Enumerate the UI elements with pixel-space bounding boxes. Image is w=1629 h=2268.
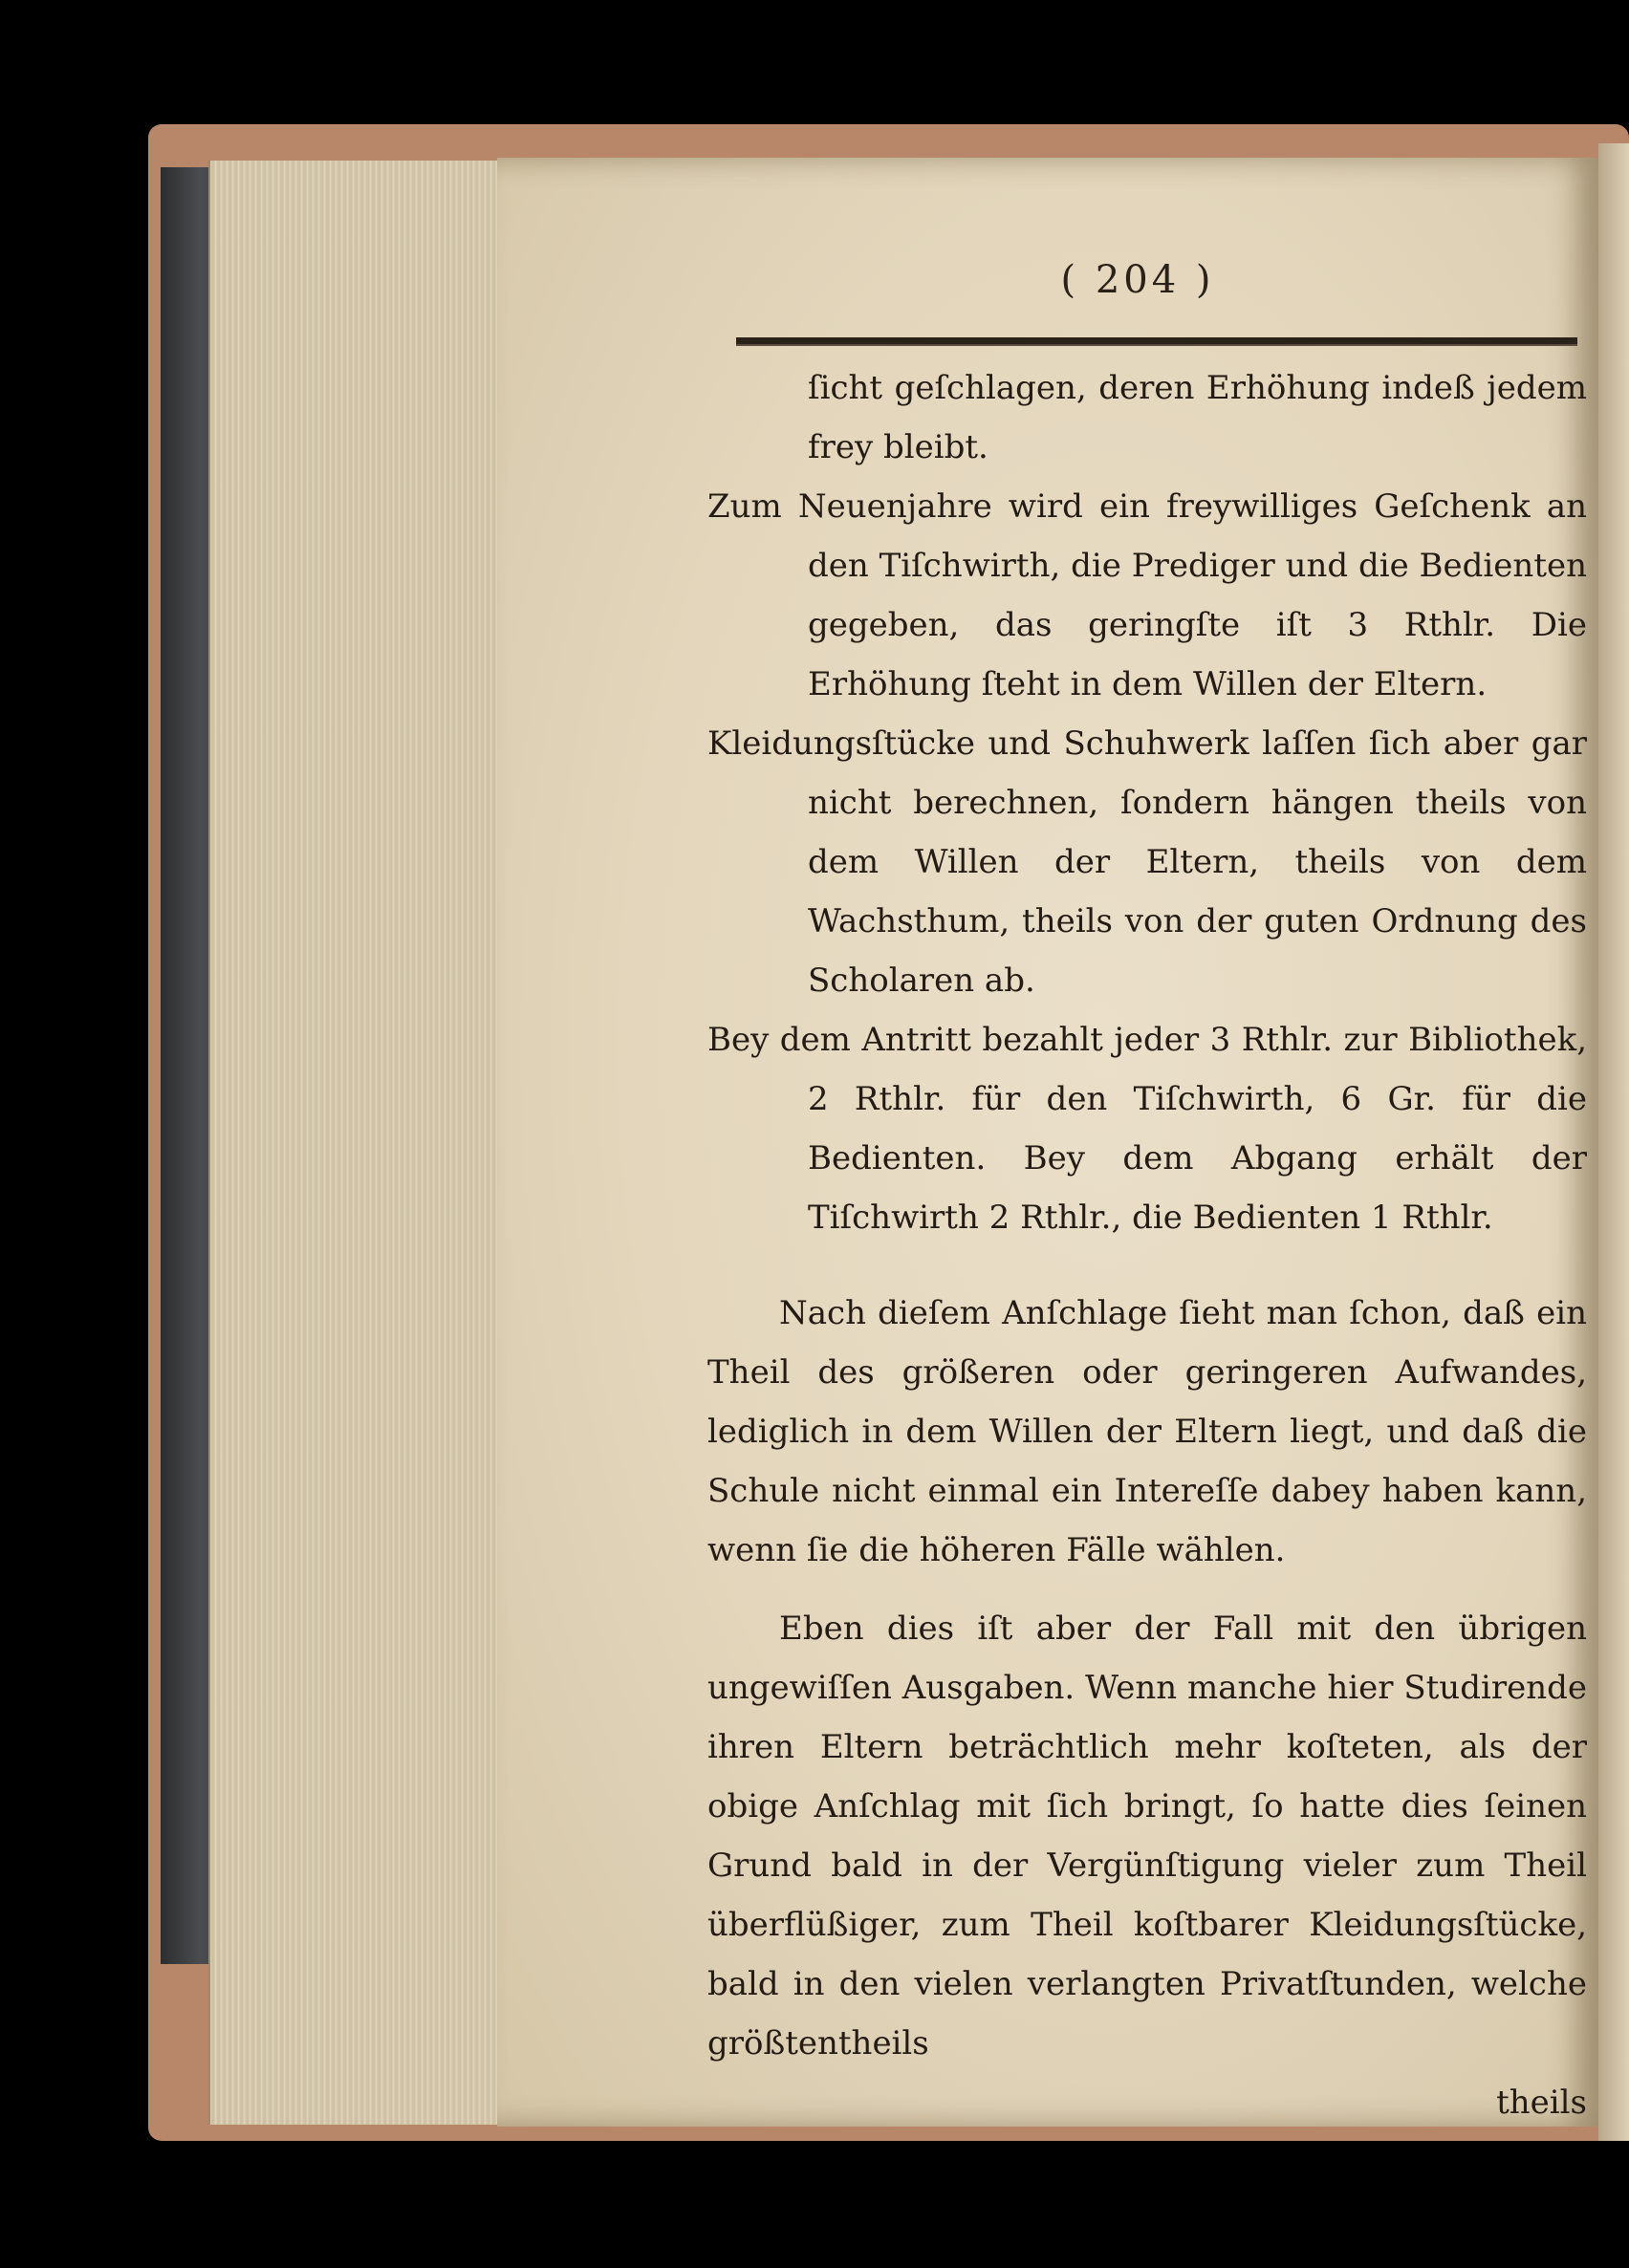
header-rule	[736, 337, 1577, 346]
list-entry: Zum Neuenjahre wird ein freywilliges Geſchenk an den Tiſchwirth, die Prediger und die Bedienten gegeben, das geringſte iſt 3 Rthlr. Die Erhöhung ſteht in dem Willen der Eltern.	[707, 487, 1587, 703]
list-entry: Bey dem Antritt bezahlt jeder 3 Rthlr. zur Bibliothek, 2 Rthlr. für den Tiſchwirth, 6 Gr. für die Bedienten. Bey dem Abgang erhält der Tiſchwirth 2 Rthlr., die Bedienten 1 Rthlr.	[707, 1021, 1587, 1237]
catchword: theils	[1496, 2084, 1587, 2122]
paragraph: Nach dieſem Anſchlage ſieht man ſchon, daß ein Theil des größeren oder geringeren Aufwandes, lediglich in dem Willen der Eltern liegt, und daß die Schule nicht einmal ein Intereſſe dabey haben kann, wenn ſie die höheren Fälle wählen.	[707, 1294, 1587, 1569]
page-text	[707, 358, 1587, 2132]
paragraph: Eben dies iſt aber der Fall mit den übrigen ungewiſſen Ausgaben. Wenn manche hier Studirende ihren Eltern beträchtlich mehr koſteten, als der obige Anſchlag mit ſich bringt, ſo hatte dies ſeinen Grund bald in der Vergünſtigung vieler zum Theil überflüßiger, zum Theil koſtbarer Kleidungsſtücke, bald in den vielen verlangten Privatſtunden, welche größtentheils	[707, 1609, 1587, 2063]
list-entry: Kleidungsſtücke und Schuhwerk laſſen ſich aber gar nicht berechnen, ſondern hängen theils von dem Willen der Eltern, theils von dem Wachsthum, theils von der guten Ordnung des Scholaren ab.	[707, 724, 1587, 1000]
page-edges	[208, 161, 507, 2125]
page-number: ( 204 )	[1060, 258, 1215, 302]
list-entry: ſicht geſchlagen, deren Erhöhung indeß jedem frey bleibt.	[808, 369, 1587, 466]
facing-page-edge	[1598, 143, 1629, 2141]
